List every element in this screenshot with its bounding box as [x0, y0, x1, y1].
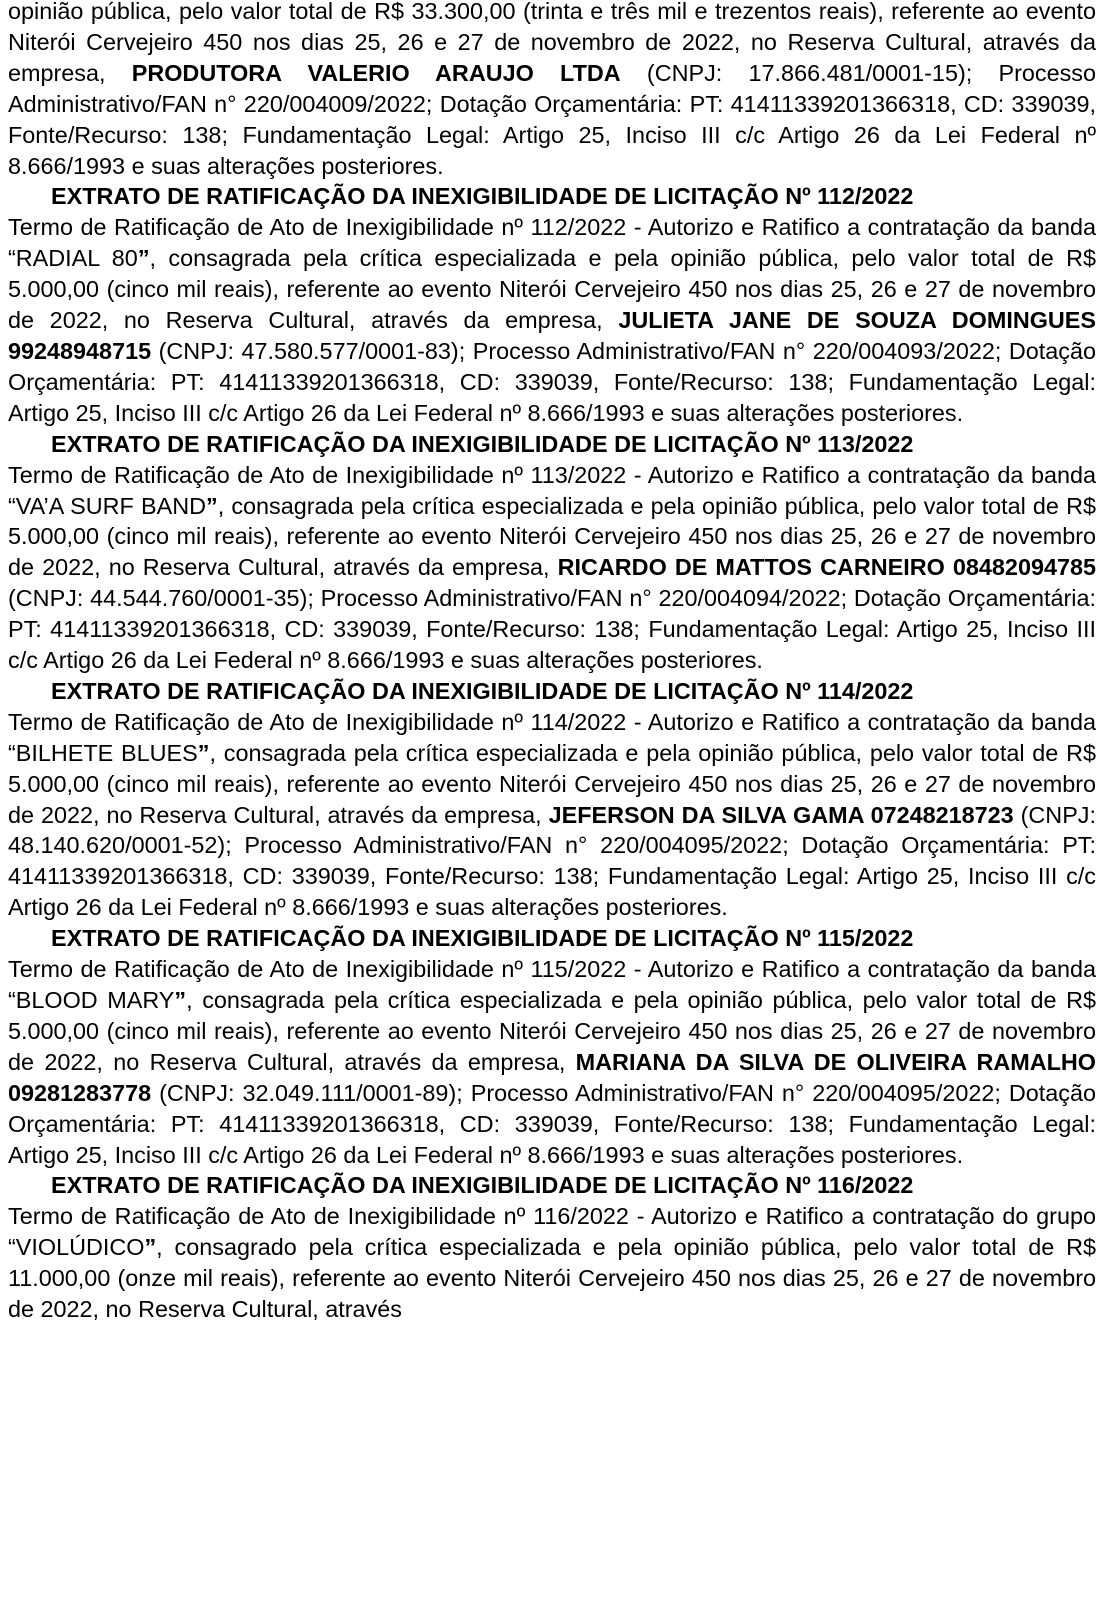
section-paragraph-116: [8, 1201, 1096, 1325]
company-name: JEFERSON DA SILVA GAMA 07248218723: [548, 801, 1014, 828]
paragraph-tail: (CNPJ: 48.140.620/0001-52); Processo Administrativo/FAN n° 220/004095/2022; Dotação Orçamentária: PT: 41411339201366318, CD: 339039, Fonte/Recurso: 138; Fundamentação Legal: Artigo 25, Inciso III c/c Artigo 26 da Lei Federal nº 8.666/1993 e suas alterações posteriores.: [8, 801, 1096, 921]
section-paragraph-115: [8, 954, 1096, 1170]
section-paragraph-112: [8, 212, 1096, 428]
section-heading-115: EXTRATO DE RATIFICAÇÃO DA INEXIGIBILIDADE DE LICITAÇÃO Nº 115/2022: [51, 925, 914, 952]
section-heading-112: EXTRATO DE RATIFICAÇÃO DA INEXIGIBILIDADE DE LICITAÇÃO Nº 112/2022: [51, 183, 914, 210]
closing-quote: ”: [144, 1234, 157, 1261]
closing-quote: ”: [174, 987, 187, 1013]
company-name: RICARDO DE MATTOS CARNEIRO 08482094785: [557, 554, 1096, 581]
closing-quote: ”: [205, 492, 218, 519]
paragraph-lead: Termo de Ratificação de Ato de Inexigibilidade nº 114/2022 - Autorizo e Ratifico a contratação da banda “BILHETE BLUES: [8, 708, 1096, 766]
paragraph-lead: Termo de Ratificação de Ato de Inexigibilidade nº 112/2022 - Autorizo e Ratifico a contratação da banda “RADIAL 80: [8, 214, 1096, 272]
intro-text: opinião pública, pelo valor total de R$ 33.300,00 (trinta e três mil e trezentos reais), referente ao evento Niterói Cervejeiro 450 nos dias 25, 26 e 27 de novembro de 2022, no Reserva Cultural, através da empresa,: [8, 0, 1096, 86]
paragraph-tail: (CNPJ: 32.049.111/0001-89); Processo Administrativo/FAN n° 220/004095/2022; Dotação Orçamentária: PT: 41411339201366318, CD: 339039, Fonte/Recurso: 138; Fundamentação Legal: Artigo 25, Inciso III c/c Artigo 26 da Lei Federal nº 8.666/1993 e suas alterações posteriores.: [8, 1079, 1096, 1168]
section-paragraph-114: [8, 707, 1096, 923]
company-name: MARIANA DA SILVA DE OLIVEIRA RAMALHO 09281283778: [8, 1048, 1096, 1106]
paragraph-body: , consagrada pela crítica especializada e pela opinião pública, pelo valor total de R$ 5.000,00 (cinco mil reais), referente ao evento Niterói Cervejeiro 450 nos dias 25, 26 e 27 de novembro de 2022, no Reserva Cultural, através da empresa,: [8, 739, 1096, 828]
paragraph-body: , consagrada pela crítica especializada e pela opinião pública, pelo valor total de R$ 5.000,00 (cinco mil reais), referente ao evento Niterói Cervejeiro 450 nos dias 25, 26 e 27 de novembro de 2022, no Reserva Cultural, através da empresa,: [8, 245, 1096, 334]
closing-quote: ”: [197, 739, 210, 766]
intro-paragraph: [8, 0, 1096, 181]
paragraph-lead: Termo de Ratificação de Ato de Inexigibilidade nº 113/2022 - Autorizo e Ratifico a contratação da banda “VA’A SURF BAND: [8, 461, 1096, 519]
paragraph-tail: (CNPJ: 44.544.760/0001-35); Processo Administrativo/FAN n° 220/004094/2022; Dotação Orçamentária: PT: 41411339201366318, CD: 339039, Fonte/Recurso: 138; Fundamentação Legal: Artigo 25, Inciso III c/c Artigo 26 da Lei Federal nº 8.666/1993 e suas alterações posteriores.: [8, 585, 1096, 674]
section-paragraph-113: [8, 460, 1096, 676]
closing-quote: ”: [137, 245, 150, 272]
section-heading-113: EXTRATO DE RATIFICAÇÃO DA INEXIGIBILIDADE DE LICITAÇÃO Nº 113/2022: [51, 430, 914, 457]
document-page: [8, 0, 1096, 1325]
section-heading-116: EXTRATO DE RATIFICAÇÃO DA INEXIGIBILIDADE DE LICITAÇÃO Nº 116/2022: [51, 1172, 914, 1199]
paragraph-lead: Termo de Ratificação de Ato de Inexigibilidade nº 115/2022 - Autorizo e Ratifico a contratação da banda “BLOOD MARY: [8, 956, 1096, 1013]
company-name: JULIETA JANE DE SOUZA DOMINGUES 99248948715: [8, 307, 1096, 364]
paragraph-lead: Termo de Ratificação de Ato de Inexigibilidade nº 116/2022 - Autorizo e Ratifico a contratação do grupo “VIOLÚDICO: [8, 1203, 1096, 1261]
paragraph-body: , consagrado pela crítica especializada e pela opinião pública, pelo valor total de R$ 11.000,00 (onze mil reais), referente ao evento Niterói Cervejeiro 450 nos dias 25, 26 e 27 de novembro de 2022, no Reserva Cultural, através: [8, 1234, 1096, 1323]
paragraph-body: , consagrada pela crítica especializada e pela opinião pública, pelo valor total de R$ 5.000,00 (cinco mil reais), referente ao evento Niterói Cervejeiro 450 nos dias 25, 26 e 27 de novembro de 2022, no Reserva Cultural, através da empresa,: [8, 987, 1096, 1075]
paragraph-body: , consagrada pela crítica especializada e pela opinião pública, pelo valor total de R$ 5.000,00 (cinco mil reais), referente ao evento Niterói Cervejeiro 450 nos dias 25, 26 e 27 de novembro de 2022, no Reserva Cultural, através da empresa,: [8, 492, 1096, 581]
paragraph-tail: (CNPJ: 47.580.577/0001-83); Processo Administrativo/FAN n° 220/004093/2022; Dotação Orçamentária: PT: 41411339201366318, CD: 339039, Fonte/Recurso: 138; Fundamentação Legal: Artigo 25, Inciso III c/c Artigo 26 da Lei Federal nº 8.666/1993 e suas alterações posteriores.: [8, 337, 1096, 426]
section-heading-114: EXTRATO DE RATIFICAÇÃO DA INEXIGIBILIDADE DE LICITAÇÃO Nº 114/2022: [51, 677, 914, 704]
intro-tail-text: (CNPJ: 17.866.481/0001-15); Processo Administrativo/FAN n° 220/004009/2022; Dotação Orçamentária: PT: 41411339201366318, CD: 339039, Fonte/Recurso: 138; Fundamentação Legal: Artigo 25, Inciso III c/c Artigo 26 da Lei Federal nº 8.666/1993 e suas alterações posteriores.: [8, 59, 1096, 179]
intro-company-name: PRODUTORA VALERIO ARAUJO LTDA: [131, 59, 621, 86]
